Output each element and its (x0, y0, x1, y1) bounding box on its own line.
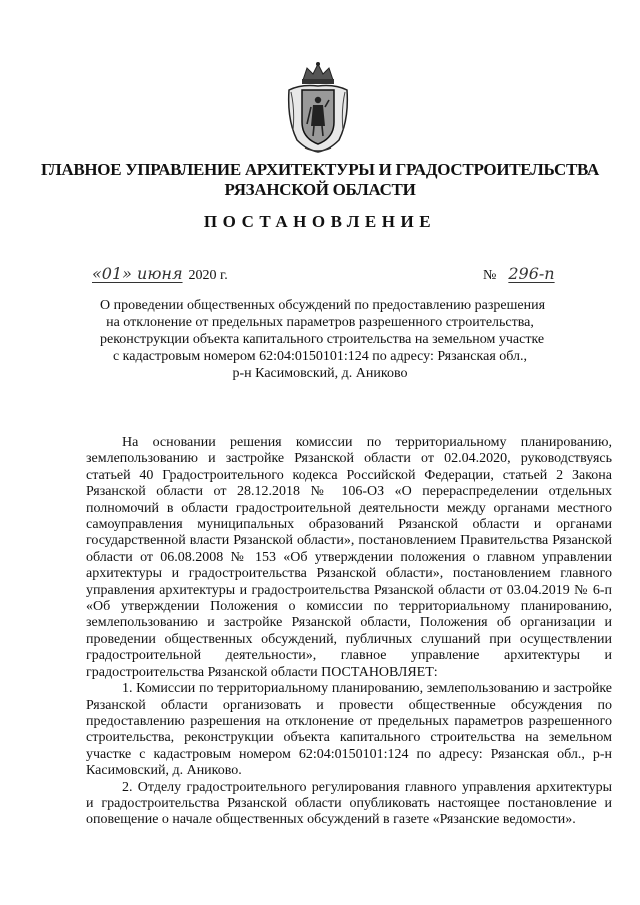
document-subject (100, 297, 546, 382)
handwritten-date: «01» июня (92, 264, 183, 283)
organization-name-line1: ГЛАВНОЕ УПРАВЛЕНИЕ АРХИТЕКТУРЫ И ГРАДОСТРОИТЕЛЬСТВА (41, 160, 599, 179)
document-number (483, 264, 555, 284)
subject-line: реконструкции объекта капитального строительства на земельном участке (100, 332, 545, 347)
number-prefix: № (483, 268, 497, 283)
body-paragraph-item-1: 1. Комиссии по территориальному планированию, землепользованию и застройке Рязанской области организовать и провести общественные обсуждения по предоставлению разрешения на отклонение от предельных параметров разрешенного строительства, реконструкции объекта капитального строительства на земельном участке с кадастровым номером 62:04:0150101:124 по адресу: Рязанская обл., р-н Касимовский, д. Аниково. (86, 681, 612, 779)
body-paragraph-item-2: 2. Отделу градостроительного регулирования главного управления архитектуры и градостроительства Рязанской области опубликовать настоящее постановление и оповещение о начале общественных обсуждений в газете «Рязанские ведомости». (86, 779, 612, 828)
handwritten-number: 296-п (508, 264, 555, 283)
subject-line: р-н Касимовский, д. Аниково (232, 366, 408, 381)
organization-name-line2: РЯЗАНСКОЙ ОБЛАСТИ (224, 180, 416, 199)
subject-line: О проведении общественных обсуждений по предоставлению разрешения (100, 298, 546, 313)
body-paragraph-preamble: На основании решения комиссии по территориальному планированию, землепользованию и застройке Рязанской области от 02.04.2020, руководствуясь статьей 40 Градостроительного кодекса Российской Федерации, статьей 2 Закона Рязанской области от 28.12.2018 № 106-ОЗ «О перераспределении отдельных полномочий в области градостроительной деятельности между органами местного самоуправления муниципальных образований Рязанской области и органами государственной власти Рязанской области», постановлением Правительства Рязанской области от 06.08.2008 № 153 «Об утверждении положения о главном управлении архитектуры и градостроительства Рязанской области», постановлением главного управления архитектуры и градостроительства Рязанской области от 03.04.2019 № 6-п «Об утверждении Положения о комиссии по территориальному планированию, землепользованию и застройке Рязанской области, Положения об организации и проведении общественных обсуждений, публичных слушаний при осуществлении градостроительной деятельности», главное управление архитектуры и градостроительства Рязанской области ПОСТАНОВЛЯЕТ: (86, 435, 612, 680)
subject-line: с кадастровым номером 62:04:0150101:124 по адресу: Рязанская обл., (112, 349, 528, 364)
document-type-title: ПОСТАНОВЛЕНИЕ (203, 212, 437, 231)
document-body (86, 435, 612, 829)
document-date (92, 264, 228, 284)
ryazan-coat-of-arms-icon (285, 60, 351, 156)
date-year: 2020 г. (188, 268, 228, 283)
subject-line: на отклонение от предельных параметров разрешенного строительства, (106, 315, 534, 330)
